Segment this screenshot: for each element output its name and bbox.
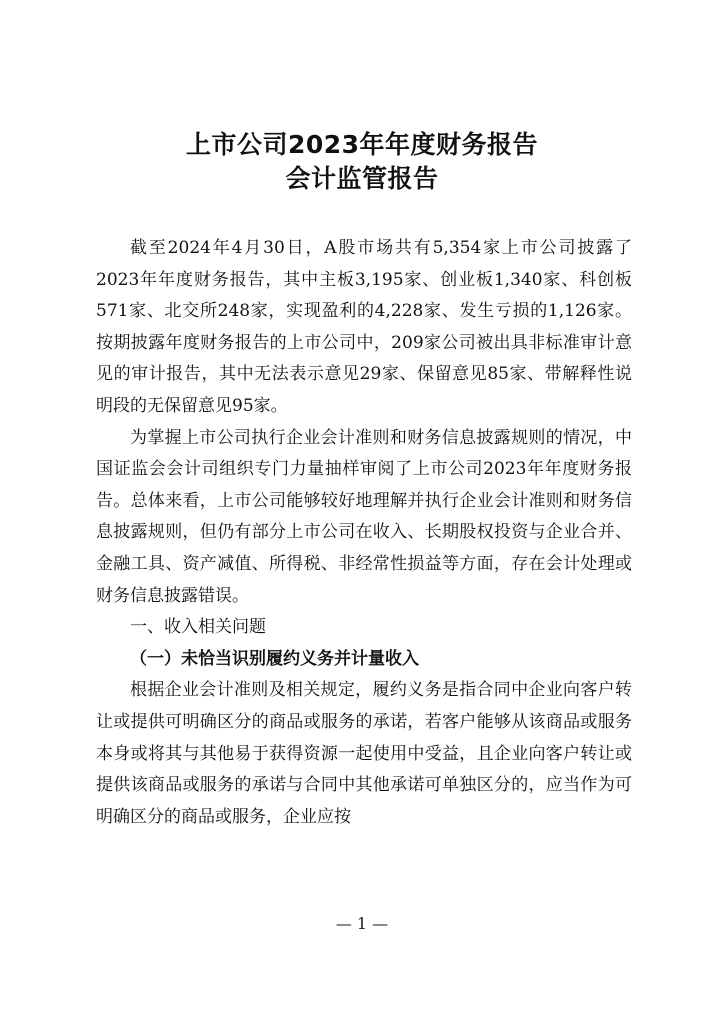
document-title xyxy=(90,128,634,196)
section-heading-revenue: 一、收入相关问题 xyxy=(130,617,266,638)
title-line-2: 会计监管报告 xyxy=(285,164,439,193)
paragraph-3: 根据企业会计准则及相关规定，履约义务是指合同中企业向客户转让或提供可明确区分的商品或服务的承诺，若客户能够从该商品或服务本身或将其与其他易于获得资源一起使用中受益，且企业向客户转让或提供该商品或服务的承诺与合同中其他承诺可单独区分的，应当作为可明确区分的商品或服务，企业应按 xyxy=(96,680,632,827)
subsection-heading-performance-obligation: （一）未恰当识别履约义务并计量收入 xyxy=(130,648,419,669)
paragraph-1: 截至2024年4月30日，A股市场共有5,354家上市公司披露了2023年年度财务报告，其中主板3,195家、创业板1,340家、科创板571家、北交所248家，实现盈利的4,228家、发生亏损的1,126家。按期披露年度财务报告的上市公司中，209家公司被出具非标准审计意见的审计报告，其中无法表示意见29家、保留意见85家、带解释性说明段的无保留意见95家。 xyxy=(96,238,632,416)
page-number: — 1 — xyxy=(335,914,389,933)
document-body xyxy=(96,233,632,833)
paragraph-2: 为掌握上市公司执行企业会计准则和财务信息披露规则的情况，中国证监会会计司组织专门力量抽样审阅了上市公司2023年年度财务报告。总体来看，上市公司能够较好地理解并执行企业会计准则和财务信息披露规则，但仍有部分上市公司在收入、长期股权投资与企业合并、金融工具、资产减值、所得税、非经常性损益等方面，存在会计处理或财务信息披露错误。 xyxy=(96,427,632,606)
title-line-1: 上市公司2023年年度财务报告 xyxy=(185,130,539,159)
